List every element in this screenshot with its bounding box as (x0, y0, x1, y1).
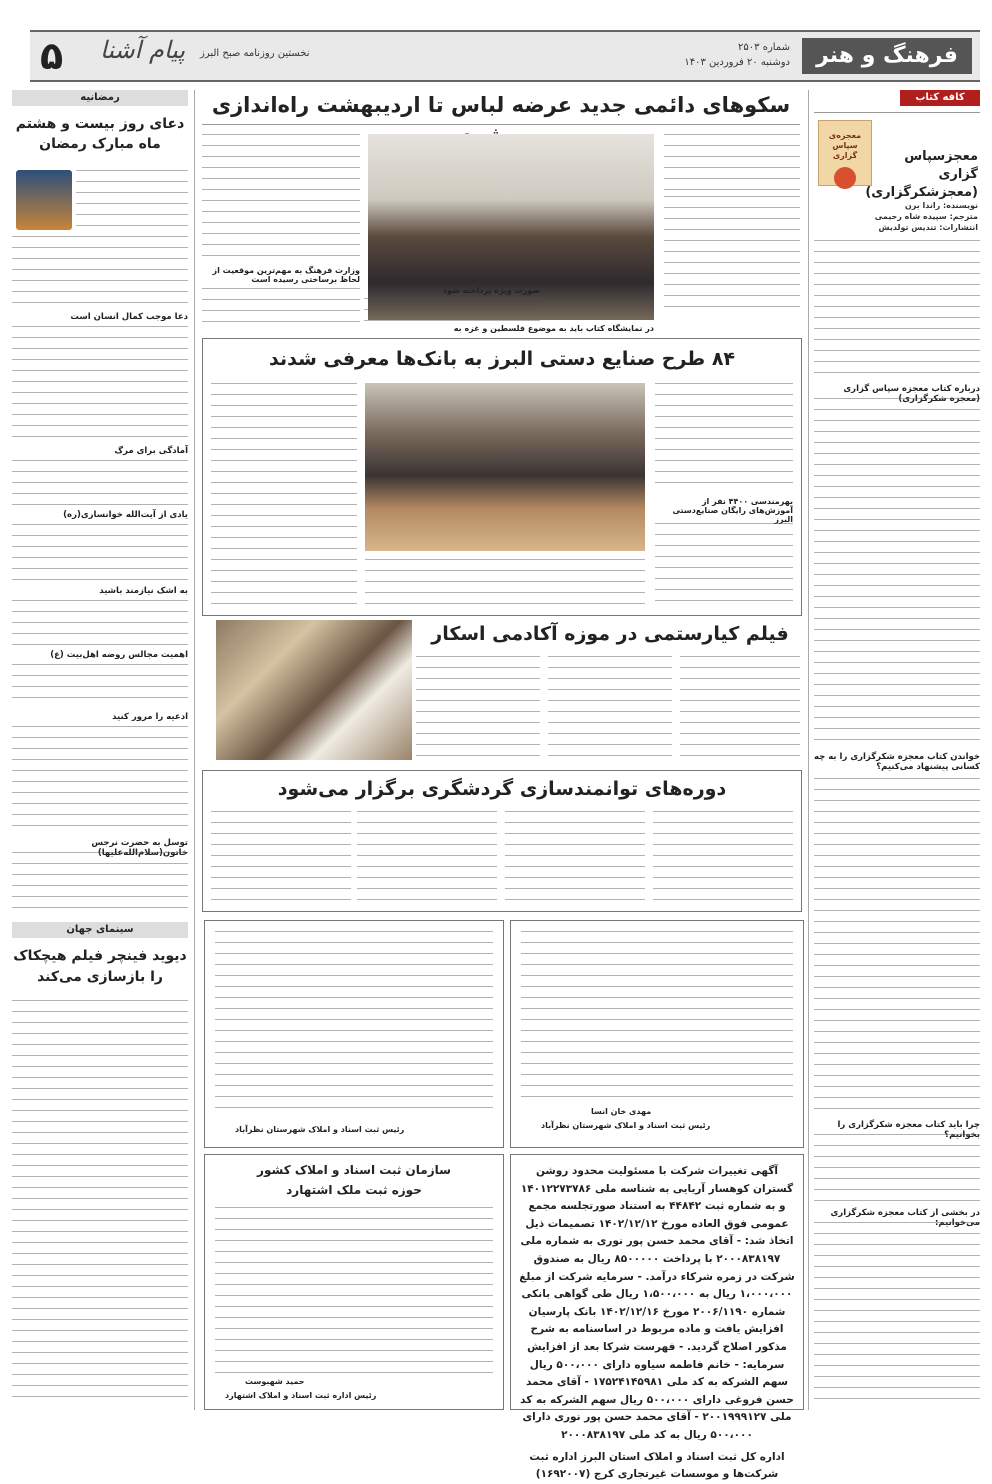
ad3-title-2: حوزه ثبت ملک اشتهارد (286, 1183, 422, 1197)
ad1-signature-title: رئیس ثبت اسناد و املاک شهرستان نظرآباد (541, 1121, 711, 1130)
ramadan-heading-5: اهمیت مجالس روضه اهل‌بیت (ع) (50, 650, 188, 660)
book-heading-4: در بخشی از کتاب معجزه شکرگزاری می‌خوانیم: (830, 1208, 980, 1228)
ad1-signature: مهدی خان انسا (591, 1107, 652, 1116)
lantern-image (16, 170, 72, 230)
article-kiarostami (202, 620, 800, 764)
book-text-5 (814, 1222, 980, 1402)
article1-subhead-1: در نمایشگاه کتاب باید به موضوع فلسطین و غزه به (453, 324, 654, 333)
book-column (814, 90, 980, 1410)
ad-eshtehard (204, 1154, 504, 1410)
ad-company-change (510, 1154, 804, 1481)
section-title: فرهنگ و هنر (802, 38, 972, 74)
book-text-2 (814, 398, 980, 748)
ad2-signature: رئیس ثبت اسناد و املاک شهرستان نظرآباد (235, 1125, 405, 1134)
ad3-title-1: سازمان ثبت اسناد و املاک کشور (257, 1163, 451, 1177)
handicrafts-photo (365, 383, 645, 551)
page-number: ۵ (40, 34, 64, 78)
article-tourism (202, 770, 802, 912)
ramadan-column (12, 90, 188, 710)
book-title: معجزسپاس گزاری (معجزشکرگزاری) (865, 149, 978, 200)
ramadan-heading-4: به اشک نیازمند باشید (99, 586, 188, 596)
tagline: نخستین روزنامه صبح البرز (200, 48, 310, 59)
masthead (30, 30, 980, 82)
book-text-3 (814, 778, 980, 1116)
ad-registration-1 (510, 920, 804, 1148)
ramadan-kicker: رمضانیه (12, 90, 188, 106)
issue-info: شماره ۲۵۰۳ دوشنبه ۲۰ فروردین ۱۴۰۳ (684, 42, 790, 68)
article2-subhead: بهرمندسی ۴۴۰۰ نفر از آموزش‌های رایگان صنایع‌دستی البرز (672, 497, 793, 524)
ramadan-heading-6: ادعیه را مرور کنید (112, 712, 188, 722)
article2-title: ۸۴ طرح صنایع دستی البرز به بانک‌ها معرفی شدند (268, 348, 736, 370)
cinema-column (12, 922, 188, 1412)
film-still-photo (216, 620, 412, 760)
book-heading-2: خواندن کتاب معجزه شکرگزاری را به چه کسانی پیشنهاد می‌کنیم؟ (814, 752, 980, 772)
article4-title: دوره‌های توانمندسازی گردشگری برگزار می‌شود (277, 778, 727, 800)
ramadan-heading-3: یادی از آیت‌الله خوانساری(ره) (63, 510, 188, 520)
ad3-signature: حمید شهبوست (245, 1377, 305, 1386)
ad4-signature: اداره کل ثبت اسناد و املاک استان البرز اداره ثبت شرکت‌ها و موسسات غیرتجاری کرج (۱۶۹۲۰۰۷) (529, 1450, 785, 1481)
cinema-kicker: سینمای جهان (12, 922, 188, 938)
book-heading-3: چرا باید کتاب معجزه شکرگزاری را بخوانیم؟ (837, 1120, 980, 1140)
ad4-text: آگهی تغییرات شرکت با مسئولیت محدود روشن گستران کوهسار آریایی به شناسه ملی ۱۴۰۱۲۲۷۳۷۸۶ و به شماره ثبت ۴۴۸۴۲ به استناد صورتجلسه مجمع عمومی فوق العاده مورخ ۱۴۰۲/۱۲/۱۲ تصمیمات ذیل اتخاذ شد: - آقای محمد حسن پور نوری به شماره ملی ۲۰۰۰۸۳۸۱۹۷ با پرداخت ۸۵۰۰۰۰۰ ریال به صندوق شرکت در زمره شرکاء درآمد. - سرمایه شرکت از مبلغ ۱،۰۰۰،۰۰۰ ریال به ۱،۵۰۰،۰۰۰ ریال طی گواهی بانکی شماره ۲۰۰۶/۱۱۹۰ مورخ ۱۴۰۲/۱۲/۱۶ بانک پارسیان افزایش یافت و ماده مربوط در اساسنامه به شرح مذکور اصلاح گردید. - فهرست شرکا بعد از افزایش سرمایه: - خانم فاطمه سیاوه دارای ۵۰۰،۰۰۰ ریال سهم الشرکه به کد ملی ۱۷۵۲۴۱۴۵۹۸۱ - آقای محمد حسن فروغی دارای ۵۰۰،۰۰۰ ریال سهم الشرکه به کد ملی ۲۰۰۱۹۹۹۱۲۷ - آقای محمد حسن پور نوری دارای ۵۰۰،۰۰۰ ریال به کد ملی ۲۰۰۰۸۳۸۱۹۷ اداره کل ثبت اسناد و املاک استان البرز اداره ثبت شرکت‌ها و موسسات غیرتجاری کرج (۱۶۹۲۰۰۷) (519, 1163, 795, 1401)
ramadan-heading-7: توسل به حضرت نرجس خاتون(سلام‌الله‌علیها) (91, 838, 188, 858)
article1-subhead-3: وزارت فرهنگ به مهم‌ترین موقعیت از لحاظ برساختی رسیده است (212, 266, 360, 284)
ramadan-heading-2: آمادگی برای مرگ (114, 446, 188, 456)
ramadan-heading-1: دعا موجب کمال انسان است (70, 312, 188, 322)
newspaper-logo: پیام آشنا (100, 36, 186, 64)
book-cover-image: معجزه‌ی سپاس گزاری (818, 120, 872, 186)
article1-subhead-2: صورت ویژه پرداخته شود (442, 286, 540, 295)
book-kicker: کافه کتاب (900, 90, 980, 106)
cinema-title: دیوید فینچر فیلم هیچکاک را بازسازی می‌کند (13, 948, 187, 985)
book-heading-1: درباره کتاب معجزه سپاس گزاری (معجزه شکرگزاری) (843, 384, 980, 404)
article3-title: فیلم کیارستمی در موزه آکادمی اسکار (431, 623, 789, 645)
ad3-signature-title: رئیس اداره ثبت اسناد و املاک اشتهارد (225, 1391, 377, 1400)
article-handicrafts (202, 338, 802, 616)
book-text-1 (814, 240, 980, 380)
book-credits: نویسنده: راندا برن مترجم: سپیده شاه رحیمی انتشارات: تندیس تولدیش (874, 201, 978, 232)
ad-registration-2 (204, 920, 504, 1148)
article1-title: سکوهای دائمی جدید عرضه لباس تا اردیبهشت راه‌اندازی (211, 93, 791, 117)
book-text-4 (814, 1134, 980, 1204)
ramadan-title: دعای روز بیست و هشتم ماه مبارک رمضان (15, 116, 185, 152)
